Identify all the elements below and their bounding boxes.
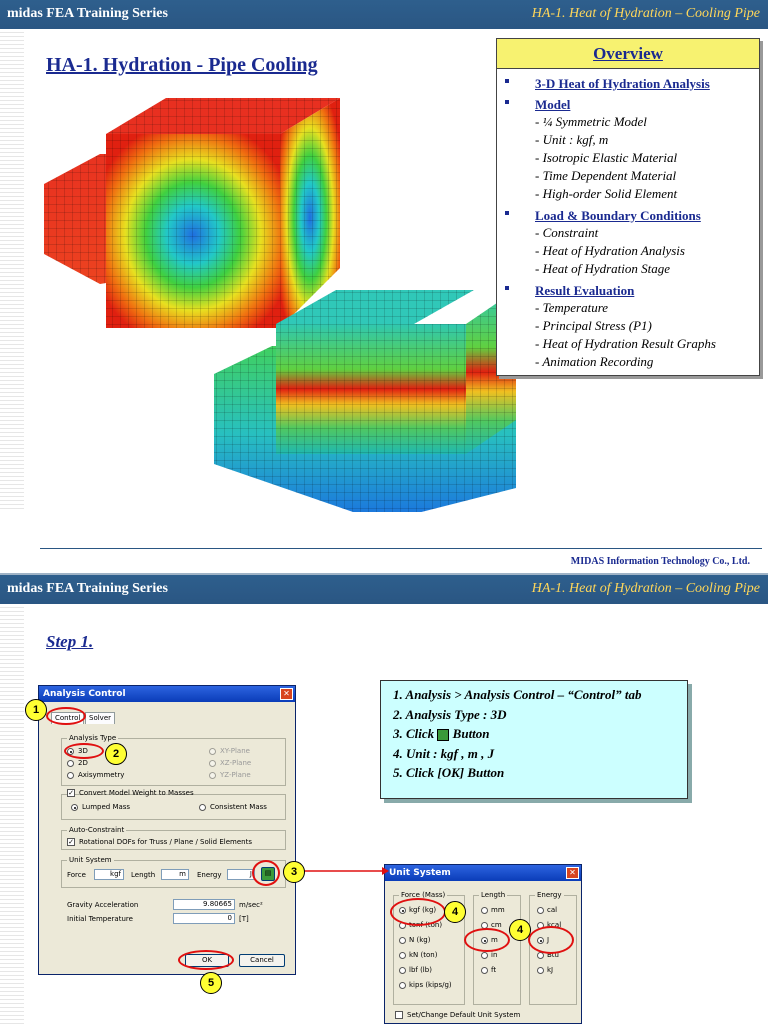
overview-item: - ¼ Symmetric Model: [535, 114, 647, 129]
length-label: Length: [131, 871, 156, 879]
init-temp-unit: [T]: [239, 915, 249, 923]
header-topic: HA-1. Heat of Hydration – Cooling Pipe: [531, 6, 760, 21]
overview-section: [505, 96, 755, 203]
overview-item: - High-order Solid Element: [535, 186, 678, 201]
overview-list: [505, 75, 755, 375]
overview-item: - Temperature: [535, 300, 609, 315]
tab-control[interactable]: Control: [51, 712, 84, 724]
radio-kips[interactable]: [399, 982, 406, 989]
length-value: m: [161, 869, 189, 880]
radio-xy-plane-label: XY-Plane: [220, 747, 250, 755]
overview-section-heading: Result Evaluation: [535, 283, 635, 298]
overview-item: - Heat of Hydration Result Graphs: [535, 336, 716, 351]
rotational-dof-checkbox[interactable]: ✓: [68, 838, 74, 846]
ok-button[interactable]: OK: [185, 954, 229, 967]
radio-n[interactable]: [399, 937, 406, 944]
instruction-line: [393, 724, 687, 744]
gravity-unit: m/sec²: [239, 901, 263, 909]
header-series: midas FEA Training Series: [7, 581, 168, 596]
radio-axisymmetry-label: Axisymmetry: [78, 771, 125, 779]
radio-kcal-label: kcal: [547, 921, 562, 929]
slide-header: [0, 575, 768, 604]
radio-btu-label: Btu: [547, 951, 559, 959]
bullet-icon: [505, 79, 509, 83]
overview-section-heading: 3-D Heat of Hydration Analysis: [535, 76, 710, 91]
radio-kips-label: kips (kips/g): [409, 981, 452, 989]
default-unit-checkbox[interactable]: [395, 1011, 403, 1019]
highlight-m: [464, 928, 510, 952]
step-marker: 4: [444, 901, 466, 923]
step-marker: 1: [25, 699, 47, 721]
dialog-title: Unit System: [385, 865, 581, 881]
radio-3d-label: 3D: [78, 747, 88, 755]
radio-xz-plane[interactable]: [209, 760, 216, 767]
radio-kn-label: kN (ton): [409, 951, 438, 959]
close-icon[interactable]: ✕: [280, 688, 293, 700]
highlight-3d: [64, 743, 104, 759]
radio-ft[interactable]: [481, 967, 488, 974]
overview-section: [505, 75, 755, 92]
radio-lumped-mass[interactable]: [71, 804, 78, 811]
radio-yz-plane-label: YZ-Plane: [220, 771, 251, 779]
gravity-input[interactable]: 9.80665: [173, 899, 235, 910]
overview-item: - Heat of Hydration Analysis: [535, 243, 685, 258]
highlight-control-tab: [46, 707, 86, 725]
header-topic: HA-1. Heat of Hydration – Cooling Pipe: [531, 581, 760, 596]
energy-value: J: [227, 869, 255, 880]
group-label: Force (Mass): [401, 891, 446, 899]
overview-section: [505, 282, 755, 371]
instruction-line: 2. Analysis Type : 3D: [393, 706, 507, 722]
group-label: Length: [481, 891, 506, 899]
overview-box: [496, 38, 760, 376]
footer-company: MIDAS Information Technology Co., Ltd.: [570, 556, 750, 567]
arrow: [300, 864, 390, 876]
cancel-button[interactable]: Cancel: [239, 954, 285, 967]
group-label: Auto-Constraint: [69, 826, 125, 834]
step-marker: 2: [105, 743, 127, 765]
radio-kgf-label: kgf (kg): [409, 906, 437, 914]
highlight-ok: [178, 950, 234, 970]
overview-item: - Constraint: [535, 225, 599, 240]
bullet-icon: [505, 286, 509, 290]
radio-n-label: N (kg): [409, 936, 431, 944]
overview-section: [505, 207, 755, 278]
step-title: Step 1.: [46, 632, 94, 651]
bullet-icon: [505, 211, 509, 215]
force-value: kgf: [94, 869, 124, 880]
convert-mass-label: Convert Model Weight to Masses: [79, 789, 194, 797]
radio-kj-label: kJ: [547, 966, 554, 974]
footer-rule: [40, 548, 762, 549]
radio-m-label: m: [491, 936, 498, 944]
radio-mm[interactable]: [481, 907, 488, 914]
analysis-control-dialog: [38, 685, 296, 975]
init-temp-label: Initial Temperature: [67, 915, 133, 923]
unit-system-button[interactable]: ▤: [261, 867, 275, 881]
step-marker: 4: [509, 919, 531, 941]
tab-solver[interactable]: Solver: [85, 712, 115, 724]
radio-j-label: J: [547, 936, 550, 944]
radio-tonf-label: tonf (ton): [409, 921, 443, 929]
energy-label: Energy: [197, 871, 222, 879]
overview-item: - Isotropic Elastic Material: [535, 150, 678, 165]
slide-header: [0, 0, 768, 29]
radio-xz-plane-label: XZ-Plane: [220, 759, 252, 767]
overview-section-heading: Load & Boundary Conditions: [535, 208, 701, 223]
header-series: midas FEA Training Series: [7, 6, 168, 21]
group-label: Analysis Type: [69, 734, 117, 742]
radio-2d[interactable]: [67, 760, 74, 767]
radio-cal-label: cal: [547, 906, 558, 914]
radio-xy-plane[interactable]: [209, 748, 216, 755]
force-label: Force: [67, 871, 86, 879]
radio-cm-label: cm: [491, 921, 502, 929]
rotational-dof-label: Rotational DOFs for Truss / Plane / Solid Elements: [79, 838, 252, 846]
overview-item: - Time Dependent Material: [535, 168, 677, 183]
side-stripe: [0, 604, 24, 1024]
overview-item: - Heat of Hydration Stage: [535, 261, 671, 276]
init-temp-input[interactable]: 0: [173, 913, 235, 924]
highlight-j: [528, 926, 574, 954]
default-unit-label: Set/Change Default Unit System: [407, 1011, 521, 1019]
radio-kn[interactable]: [399, 952, 406, 959]
gravity-label: Gravity Acceleration: [67, 901, 139, 909]
highlight-unit-button: [252, 860, 280, 886]
side-stripe: [0, 29, 24, 512]
radio-lumped-mass-label: Lumped Mass: [82, 803, 131, 811]
page-title: HA-1. Hydration - Pipe Cooling: [46, 54, 318, 76]
overview-item: - Animation Recording: [535, 354, 654, 369]
radio-consistent-mass-label: Consistent Mass: [210, 803, 267, 811]
close-icon[interactable]: ✕: [566, 867, 579, 879]
radio-mm-label: mm: [491, 906, 505, 914]
radio-in[interactable]: [481, 952, 488, 959]
instruction-text: 3. Click: [393, 726, 435, 741]
overview-item: - Principal Stress (P1): [535, 318, 652, 333]
radio-lbf-label: lbf (lb): [409, 966, 432, 974]
instruction-line: 4. Unit : kgf , m , J: [393, 745, 495, 761]
radio-consistent-mass[interactable]: [199, 804, 206, 811]
group-label: Energy: [537, 891, 562, 899]
highlight-kgf: [390, 898, 446, 926]
radio-yz-plane[interactable]: [209, 772, 216, 779]
group-label: Unit System: [69, 856, 112, 864]
radio-axisymmetry[interactable]: [67, 772, 74, 779]
overview-item: - Unit : kgf, m: [535, 132, 609, 147]
model-image: [40, 84, 520, 512]
instruction-text: Button: [452, 726, 490, 741]
unit-button-icon: [437, 729, 449, 741]
step-marker: 5: [200, 972, 222, 994]
radio-2d-label: 2D: [78, 759, 88, 767]
dialog-title: Analysis Control: [39, 686, 295, 702]
instruction-box: [380, 680, 688, 799]
bullet-icon: [505, 100, 509, 104]
radio-lbf[interactable]: [399, 967, 406, 974]
instruction-line: 1. Analysis > Analysis Control – “Control” tab: [393, 687, 642, 702]
convert-mass-checkbox[interactable]: ✓: [68, 789, 74, 797]
radio-kj[interactable]: [537, 967, 544, 974]
radio-cal[interactable]: [537, 907, 544, 914]
radio-ft-label: ft: [491, 966, 497, 974]
step-marker: 3: [283, 861, 305, 883]
instruction-line: 5. Click [OK] Button: [393, 765, 505, 780]
radio-in-label: in: [491, 951, 498, 959]
overview-heading: Overview: [497, 39, 759, 69]
overview-section-heading: Model: [535, 97, 571, 112]
